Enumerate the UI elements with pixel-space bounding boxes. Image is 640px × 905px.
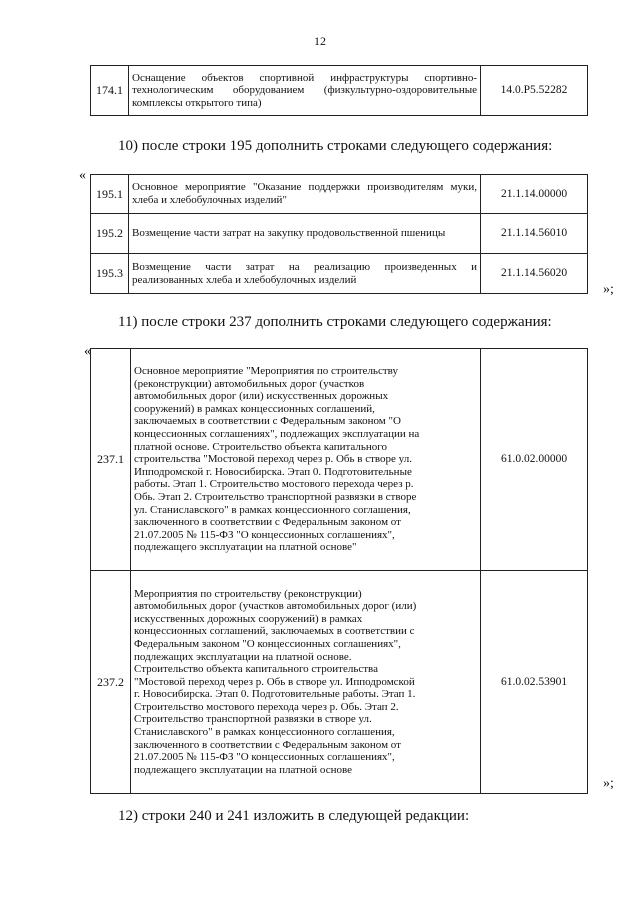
row-description xyxy=(131,571,481,794)
table-rows-237 xyxy=(90,348,588,794)
table-row xyxy=(91,571,588,794)
text-line: подлежащего эксплуатации на платной основе xyxy=(134,763,352,776)
text-line: подлежащего эксплуатации на платной основе" xyxy=(134,541,357,554)
table-row xyxy=(91,349,588,571)
text-line: автомобильных дорог (или) искусственных дорожных xyxy=(134,390,389,403)
text-line: 21.07.2005 № 115-ФЗ "О концессионных соглашениях", xyxy=(134,751,395,764)
text-line: 21.07.2005 № 115-ФЗ "О концессионных соглашениях", xyxy=(134,528,395,541)
row-code: 61.0.02.53901 xyxy=(481,571,588,794)
table-row xyxy=(91,66,588,116)
row-description: Возмещение части затрат на закупку продовольственной пшеницы xyxy=(129,214,481,254)
text-line: Федеральным законом "О концессионных соглашениях", xyxy=(134,637,401,650)
row-description: Основное мероприятие "Оказание поддержки производителям муки, хлеба и хлебобулочных изделий" xyxy=(129,175,481,214)
table-row xyxy=(91,214,588,254)
text-line: Обь. Этап 2. Строительство транспортной развязки в створе xyxy=(134,490,417,503)
close-quote: »; xyxy=(603,282,614,297)
row-number: 195.3 xyxy=(91,254,129,294)
text-line: Мероприятия по строительству (реконструкции) xyxy=(134,587,362,600)
paragraph-item-11: 11) после строки 237 дополнить строками следующего содержания: xyxy=(118,314,552,330)
text-line: платной основе. Строительство объекта капитального xyxy=(134,440,388,453)
text-line: автомобильных дорог (участков автомобильных дорог (или) xyxy=(134,600,417,613)
text-line: Строительство объекта капитального строительства xyxy=(134,663,378,676)
text-line: (реконструкции) автомобильных дорог (участков xyxy=(134,377,365,390)
text-line: строительства "Мостовой переход через р. Обь в створе ул. xyxy=(134,453,412,466)
row-number: 195.2 xyxy=(91,214,129,254)
row-number: 174.1 xyxy=(91,66,129,116)
row-number: 237.2 xyxy=(91,571,131,794)
paragraph-item-12: 12) строки 240 и 241 изложить в следующей редакции: xyxy=(118,808,470,824)
table-row xyxy=(91,254,588,294)
text-line: сооружений) в рамках концессионных соглашений, xyxy=(134,402,375,415)
row-description: Возмещение части затрат на реализацию произведенных и реализованных хлеба и хлебобулочных изделий xyxy=(129,254,481,294)
text-line: концессионных соглашениях", подлежащих эксплуатации на xyxy=(134,428,420,441)
close-quote: »; xyxy=(603,776,614,791)
row-description: Оснащение объектов спортивной инфраструктуры спортивно-технологическим оборудованием (физкультурно-оздоровительные комплексы открытого типа) xyxy=(129,66,481,116)
text-line: Основное мероприятие "Мероприятия по строительству xyxy=(134,365,398,378)
text-line: работы. Этап 1. Строительство мостового перехода через р. xyxy=(134,478,414,491)
text-line: искусственных дорожных сооружений) в рамках xyxy=(134,612,363,625)
table-row xyxy=(91,175,588,214)
row-code: 14.0.P5.52282 xyxy=(481,66,588,116)
paragraph-item-10: 10) после строки 195 дополнить строками следующего содержания: xyxy=(118,138,553,154)
row-code: 21.1.14.56010 xyxy=(481,214,588,254)
open-quote: « xyxy=(79,168,86,183)
text-line: Строительство транспортной развязки в створе ул. xyxy=(134,713,372,726)
table-rows-195 xyxy=(90,174,588,294)
text-line: г. Новосибирска. Этап 0. Подготовительные работы. Этап 1. xyxy=(134,688,416,701)
row-number: 195.1 xyxy=(91,175,129,214)
row-number: 237.1 xyxy=(91,349,131,571)
text-line: Станиславского" в рамках концессионного соглашения, xyxy=(134,726,395,739)
text-line: Строительство мостового перехода через р. Обь. Этап 2. xyxy=(134,700,399,713)
row-code: 61.0.02.00000 xyxy=(481,349,588,571)
page-number: 12 xyxy=(314,34,326,48)
row-description xyxy=(131,349,481,571)
text-line: заключенного в соответствии с Федеральным законом от xyxy=(134,738,401,751)
text-line: заключенного в соответствии с Федеральным законом от xyxy=(134,516,401,529)
text-line: подлежащих эксплуатации на платной основе. xyxy=(134,650,352,663)
open-quote: « xyxy=(84,344,91,359)
row-code: 21.1.14.56020 xyxy=(481,254,588,294)
text-line: концессионных соглашений, заключаемых в соответствии с xyxy=(134,625,415,638)
text-line: ул. Станиславского" в рамках концессионного соглашения, xyxy=(134,503,411,516)
row-code: 21.1.14.00000 xyxy=(481,175,588,214)
text-line: заключаемых в соответствии с Федеральным законом "О xyxy=(134,415,401,428)
table-row-174-1 xyxy=(90,65,588,116)
text-line: "Мостовой переход через р. Обь в створе ул. Ипподромской xyxy=(134,675,415,688)
text-line: Ипподромской г. Новосибирска. Этап 0. Подготовительные xyxy=(134,465,412,478)
